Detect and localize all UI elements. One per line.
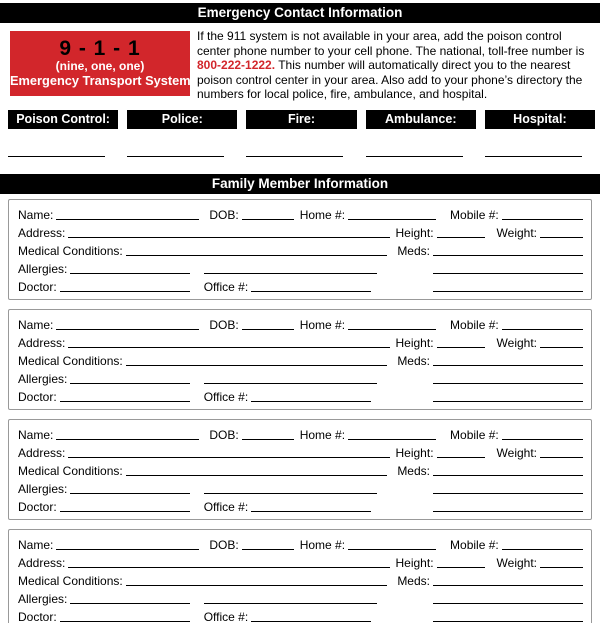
family-members-list [0, 199, 600, 623]
meds-label: Meds: [397, 243, 430, 258]
member-row-4 [18, 368, 583, 386]
address-line[interactable] [68, 567, 389, 568]
mobile-phone-line[interactable] [502, 439, 583, 440]
emergency-contacts-lines-row [8, 156, 595, 157]
mobile-phone-line[interactable] [502, 329, 583, 330]
meds-label: Meds: [397, 353, 430, 368]
member-row-5 [18, 606, 583, 623]
emergency-header-title: Emergency Contact Information [197, 5, 403, 20]
medical-conditions-line[interactable] [126, 255, 388, 256]
meds-label: Meds: [397, 463, 430, 478]
height-line[interactable] [437, 347, 485, 348]
contact-label-fire: Fire: [246, 110, 356, 129]
name-line[interactable] [56, 549, 199, 550]
dob-line[interactable] [242, 219, 294, 220]
badge-911-number: 9 - 1 - 1 [59, 37, 141, 60]
dob-label: DOB: [209, 207, 239, 222]
family-member-block [8, 419, 592, 520]
medical-conditions-label: Medical Conditions: [18, 243, 123, 258]
member-row-4 [18, 588, 583, 606]
family-header-title: Family Member Information [211, 175, 389, 191]
meds-continuation-line[interactable] [433, 273, 583, 274]
weight-label: Weight: [496, 335, 537, 350]
badge-911-words: (nine, one, one) [55, 59, 145, 73]
allergies-label: Allergies: [18, 261, 68, 276]
member-row-1 [18, 204, 583, 222]
name-label: Name: [18, 427, 54, 442]
instructions-text [197, 29, 597, 102]
medical-conditions-line[interactable] [126, 365, 388, 366]
family-member-block [8, 529, 592, 623]
member-row-3 [18, 570, 583, 588]
meds-label: Meds: [397, 573, 430, 588]
office-phone-label: Office #: [203, 279, 249, 294]
office-phone-label: Office #: [203, 499, 249, 514]
meds-line[interactable] [433, 365, 583, 366]
instructions-text-before: If the 911 system is not available in your area, add the poison control center phone number to your cell phone. The national, toll-free number is [197, 29, 585, 58]
hospital-phone-line[interactable] [485, 156, 582, 157]
address-line[interactable] [68, 237, 389, 238]
dob-label: DOB: [209, 427, 239, 442]
home-phone-label: Home #: [299, 207, 346, 222]
weight-label: Weight: [496, 445, 537, 460]
home-phone-line[interactable] [348, 439, 436, 440]
meds-continuation-line-2[interactable] [433, 291, 583, 292]
height-label: Height: [395, 335, 434, 350]
allergies-continuation-line[interactable] [204, 603, 377, 604]
meds-continuation-line[interactable] [433, 603, 583, 604]
home-phone-label: Home #: [299, 317, 346, 332]
name-line[interactable] [56, 439, 199, 440]
family-member-block [8, 309, 592, 410]
poison-control-phone-number: 800-222-1222. [197, 58, 276, 73]
member-row-1 [18, 314, 583, 332]
weight-label: Weight: [496, 225, 537, 240]
instructions-text-after: This number will automatically direct you to the nearest poison control center in your area. Also add to your phone’s directory the numbers for local police, fire, ambulance, and hospital. [197, 58, 583, 102]
doctor-label: Doctor: [18, 279, 57, 294]
member-row-1 [18, 424, 583, 442]
home-phone-line[interactable] [348, 219, 436, 220]
office-phone-line[interactable] [251, 291, 371, 292]
meds-continuation-line[interactable] [433, 493, 583, 494]
member-row-5 [18, 386, 583, 404]
meds-continuation-line-2[interactable] [433, 401, 583, 402]
family-header-bar [0, 174, 600, 194]
name-label: Name: [18, 207, 54, 222]
ambulance-phone-line[interactable] [366, 156, 463, 157]
home-phone-line[interactable] [348, 549, 436, 550]
contact-label-poison-control: Poison Control: [8, 110, 118, 129]
height-label: Height: [395, 225, 434, 240]
office-phone-line[interactable] [251, 621, 371, 622]
height-line[interactable] [437, 237, 485, 238]
member-row-5 [18, 276, 583, 294]
intro-section [10, 29, 597, 102]
height-label: Height: [395, 555, 434, 570]
allergies-line[interactable] [70, 273, 190, 274]
contact-label-ambulance: Ambulance: [366, 110, 476, 129]
meds-line[interactable] [433, 585, 583, 586]
allergies-line[interactable] [70, 493, 190, 494]
medical-conditions-label: Medical Conditions: [18, 353, 123, 368]
weight-label: Weight: [496, 555, 537, 570]
contact-label-hospital: Hospital: [485, 110, 595, 129]
allergies-label: Allergies: [18, 591, 68, 606]
family-member-block [8, 199, 592, 300]
mobile-phone-label: Mobile #: [450, 207, 499, 222]
doctor-label: Doctor: [18, 499, 57, 514]
medical-conditions-line[interactable] [126, 475, 388, 476]
home-phone-line[interactable] [348, 329, 436, 330]
medical-conditions-label: Medical Conditions: [18, 463, 123, 478]
contact-label-police: Police: [127, 110, 237, 129]
allergies-label: Allergies: [18, 481, 68, 496]
address-line[interactable] [68, 347, 389, 348]
member-row-4 [18, 258, 583, 276]
name-label: Name: [18, 317, 54, 332]
member-row-1 [18, 534, 583, 552]
doctor-line[interactable] [60, 511, 190, 512]
mobile-phone-line[interactable] [502, 219, 583, 220]
address-label: Address: [18, 445, 66, 460]
height-line[interactable] [437, 457, 485, 458]
office-phone-line[interactable] [251, 511, 371, 512]
allergies-continuation-line[interactable] [204, 383, 377, 384]
address-label: Address: [18, 335, 66, 350]
name-line[interactable] [56, 219, 199, 220]
badge-911-subtitle: Emergency Transport System [10, 73, 191, 88]
dob-label: DOB: [209, 317, 239, 332]
allergies-line[interactable] [70, 383, 190, 384]
poison-control-phone-line[interactable] [8, 156, 105, 157]
name-line[interactable] [56, 329, 199, 330]
mobile-phone-label: Mobile #: [450, 317, 499, 332]
allergies-continuation-line[interactable] [204, 273, 377, 274]
badge-911 [10, 31, 190, 96]
office-phone-label: Office #: [203, 389, 249, 404]
address-label: Address: [18, 225, 66, 240]
allergies-line[interactable] [70, 603, 190, 604]
allergies-label: Allergies: [18, 371, 68, 386]
member-row-2 [18, 552, 583, 570]
police-phone-line[interactable] [127, 156, 224, 157]
allergies-continuation-line[interactable] [204, 493, 377, 494]
meds-continuation-line-2[interactable] [433, 621, 583, 622]
weight-line[interactable] [540, 567, 583, 568]
member-row-2 [18, 222, 583, 240]
meds-continuation-line-2[interactable] [433, 511, 583, 512]
mobile-phone-label: Mobile #: [450, 427, 499, 442]
medical-conditions-label: Medical Conditions: [18, 573, 123, 588]
doctor-label: Doctor: [18, 609, 57, 623]
weight-line[interactable] [540, 347, 583, 348]
member-row-3 [18, 240, 583, 258]
member-row-4 [18, 478, 583, 496]
member-row-2 [18, 332, 583, 350]
member-row-3 [18, 350, 583, 368]
fire-phone-line[interactable] [246, 156, 343, 157]
meds-line[interactable] [433, 255, 583, 256]
name-label: Name: [18, 537, 54, 552]
address-label: Address: [18, 555, 66, 570]
doctor-line[interactable] [60, 621, 190, 622]
member-row-2 [18, 442, 583, 460]
emergency-contacts-row [8, 110, 595, 129]
mobile-phone-line[interactable] [502, 549, 583, 550]
dob-line[interactable] [242, 549, 294, 550]
meds-line[interactable] [433, 475, 583, 476]
doctor-line[interactable] [60, 401, 190, 402]
office-phone-line[interactable] [251, 401, 371, 402]
dob-line[interactable] [242, 439, 294, 440]
member-row-5 [18, 496, 583, 514]
emergency-header-bar [0, 3, 600, 23]
medical-conditions-line[interactable] [126, 585, 388, 586]
height-label: Height: [395, 445, 434, 460]
weight-line[interactable] [540, 237, 583, 238]
dob-line[interactable] [242, 329, 294, 330]
meds-continuation-line[interactable] [433, 383, 583, 384]
doctor-line[interactable] [60, 291, 190, 292]
home-phone-label: Home #: [299, 537, 346, 552]
address-line[interactable] [68, 457, 389, 458]
doctor-label: Doctor: [18, 389, 57, 404]
member-row-3 [18, 460, 583, 478]
height-line[interactable] [437, 567, 485, 568]
dob-label: DOB: [209, 537, 239, 552]
mobile-phone-label: Mobile #: [450, 537, 499, 552]
weight-line[interactable] [540, 457, 583, 458]
office-phone-label: Office #: [203, 609, 249, 623]
home-phone-label: Home #: [299, 427, 346, 442]
